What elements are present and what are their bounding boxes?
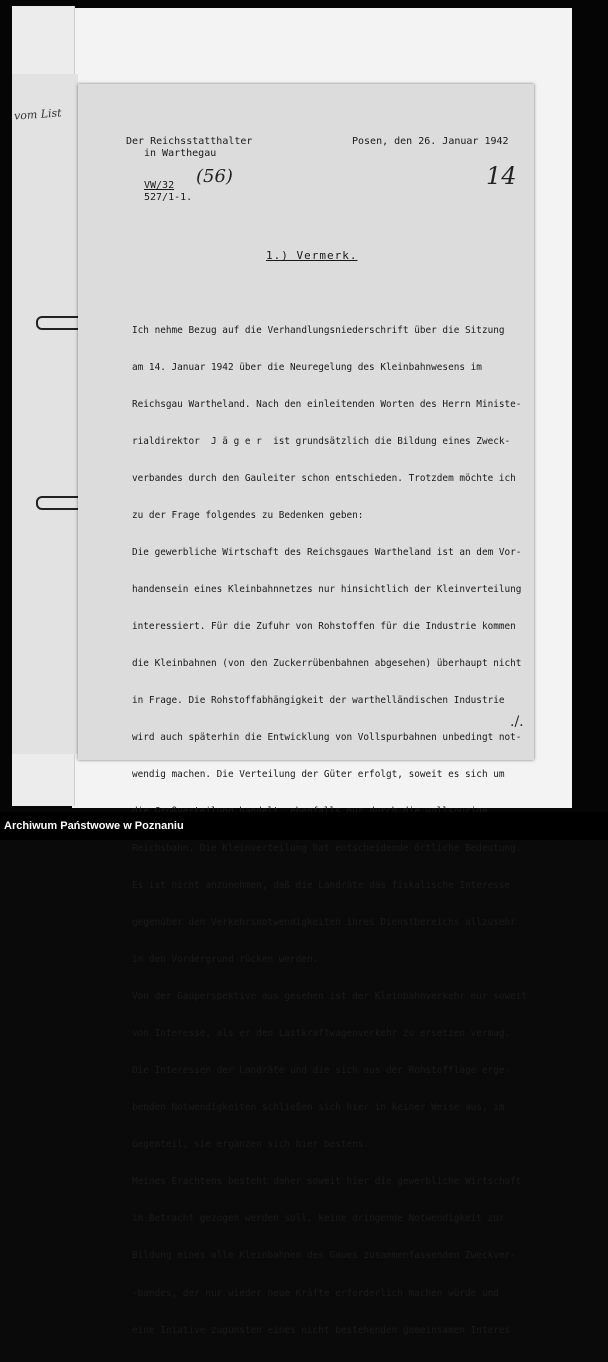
body-line: benden Notwendigkeiten schließen sich hier in keiner Weise aus, im <box>132 1102 505 1114</box>
body-line: verbandes durch den Gauleiter schon entschieden. Trotzdem möchte ich <box>132 472 516 484</box>
continuation-mark: ./. <box>510 714 524 730</box>
reference-subnumber: 527/1-1. <box>144 192 193 203</box>
margin-handwritten-note: vom List <box>13 106 63 123</box>
body-line: Reichsbahn. Die Kleinverteilung hat entscheidende örtliche Bedeutung. <box>132 843 522 855</box>
body-line: in den Vordergrund rücken werden. <box>132 954 319 966</box>
folder-left-edge <box>12 74 78 754</box>
body-line: in Betracht gezogen werden soll, keine dringende Notwendigkeit zur <box>132 1213 505 1225</box>
body-line: Die Interessen der Landräte und die sich aus der Rohstofflage erge- <box>132 1065 511 1077</box>
body-line: Gegenteil, sie ergänzen sich hier bestens. <box>132 1139 370 1151</box>
document-heading: 1.) Vermerk. <box>266 249 358 262</box>
body-line: -bandes, der nur wieder neue Kräfte erforderlich machen würde und <box>132 1287 499 1299</box>
body-line: eine Iniative zugunsten eines nicht bestehenden gemeinsamen Interes <box>132 1324 511 1336</box>
body-line: wendig machen. Die Verteilung der Güter erfolgt, soweit es sich um <box>132 769 505 781</box>
body-line: wird auch späterhin die Entwicklung von Vollspurbahnen unbedingt not- <box>132 732 522 744</box>
body-line: Meines Erachtens besteht daher soweit hier die gewerbliche Wirtschaft <box>132 1176 522 1188</box>
reference-number: VW/32 <box>144 180 175 191</box>
body-line: rialdirektor J ä g e r ist grundsätzlich die Bildung eines Zweck- <box>132 435 511 447</box>
body-line: Bildung eines alle Kleinbahnen des Gaues zusammenfassenden Zweckver- <box>132 1250 516 1262</box>
place-date: Posen, den 26. Januar 1942 <box>352 136 509 147</box>
body-line: gegenüber den Verkehrsnotwendigkeiten ihres Dienstbereichs allzusehr <box>132 917 516 929</box>
archive-footer <box>0 812 608 840</box>
body-line: Von der Gauperspektive aus gesehen ist der Kleinbahnverkehr nur soweit <box>132 991 528 1003</box>
body-line: von Interesse, als er den Lastkraftwagenverkehr zu ersetzen vermag. <box>132 1028 511 1040</box>
sender-block <box>126 136 252 160</box>
body-line: in Frage. Die Rohstoffabhängigkeit der warthelländischen Industrie <box>132 695 505 706</box>
reference-handwritten: (56) <box>196 166 233 187</box>
sender-line-2: in Warthegau <box>144 148 217 159</box>
body-line: handensein eines Kleinbahnnetzes nur hinsichtlich der Kleinverteilung <box>132 583 522 595</box>
body-line: Es ist nicht anzunehmen, daß die Landräte das fiskalische Interesse <box>132 880 511 892</box>
body-line: am 14. Januar 1942 über die Neuregelung des Kleinbahnwesens im <box>132 361 482 373</box>
archive-label: Archiwum Państwowe w Poznaniu <box>4 820 184 832</box>
body-line: Ich nehme Bezug auf die Verhandlungsniederschrift über die Sitzung <box>132 324 505 336</box>
body-line: interessiert. Für die Zufuhr von Rohstoffen für die Industrie kommen <box>132 620 516 632</box>
body-line: zu der Frage folgendes zu Bedenken geben: <box>132 509 364 521</box>
body-line: Reichsgau Wartheland. Nach den einleitenden Worten des Herrn Ministe- <box>132 398 522 410</box>
handwritten-page-number: 14 <box>486 162 517 190</box>
body-line: Die gewerbliche Wirtschaft des Reichsgaues Wartheland ist an dem Vor- <box>132 546 522 558</box>
body-line: die Kleinbahnen (von den Zuckerrübenbahnen abgesehen) überhaupt nicht <box>132 657 522 669</box>
sender-line-1: Der Reichsstatthalter <box>126 136 253 147</box>
